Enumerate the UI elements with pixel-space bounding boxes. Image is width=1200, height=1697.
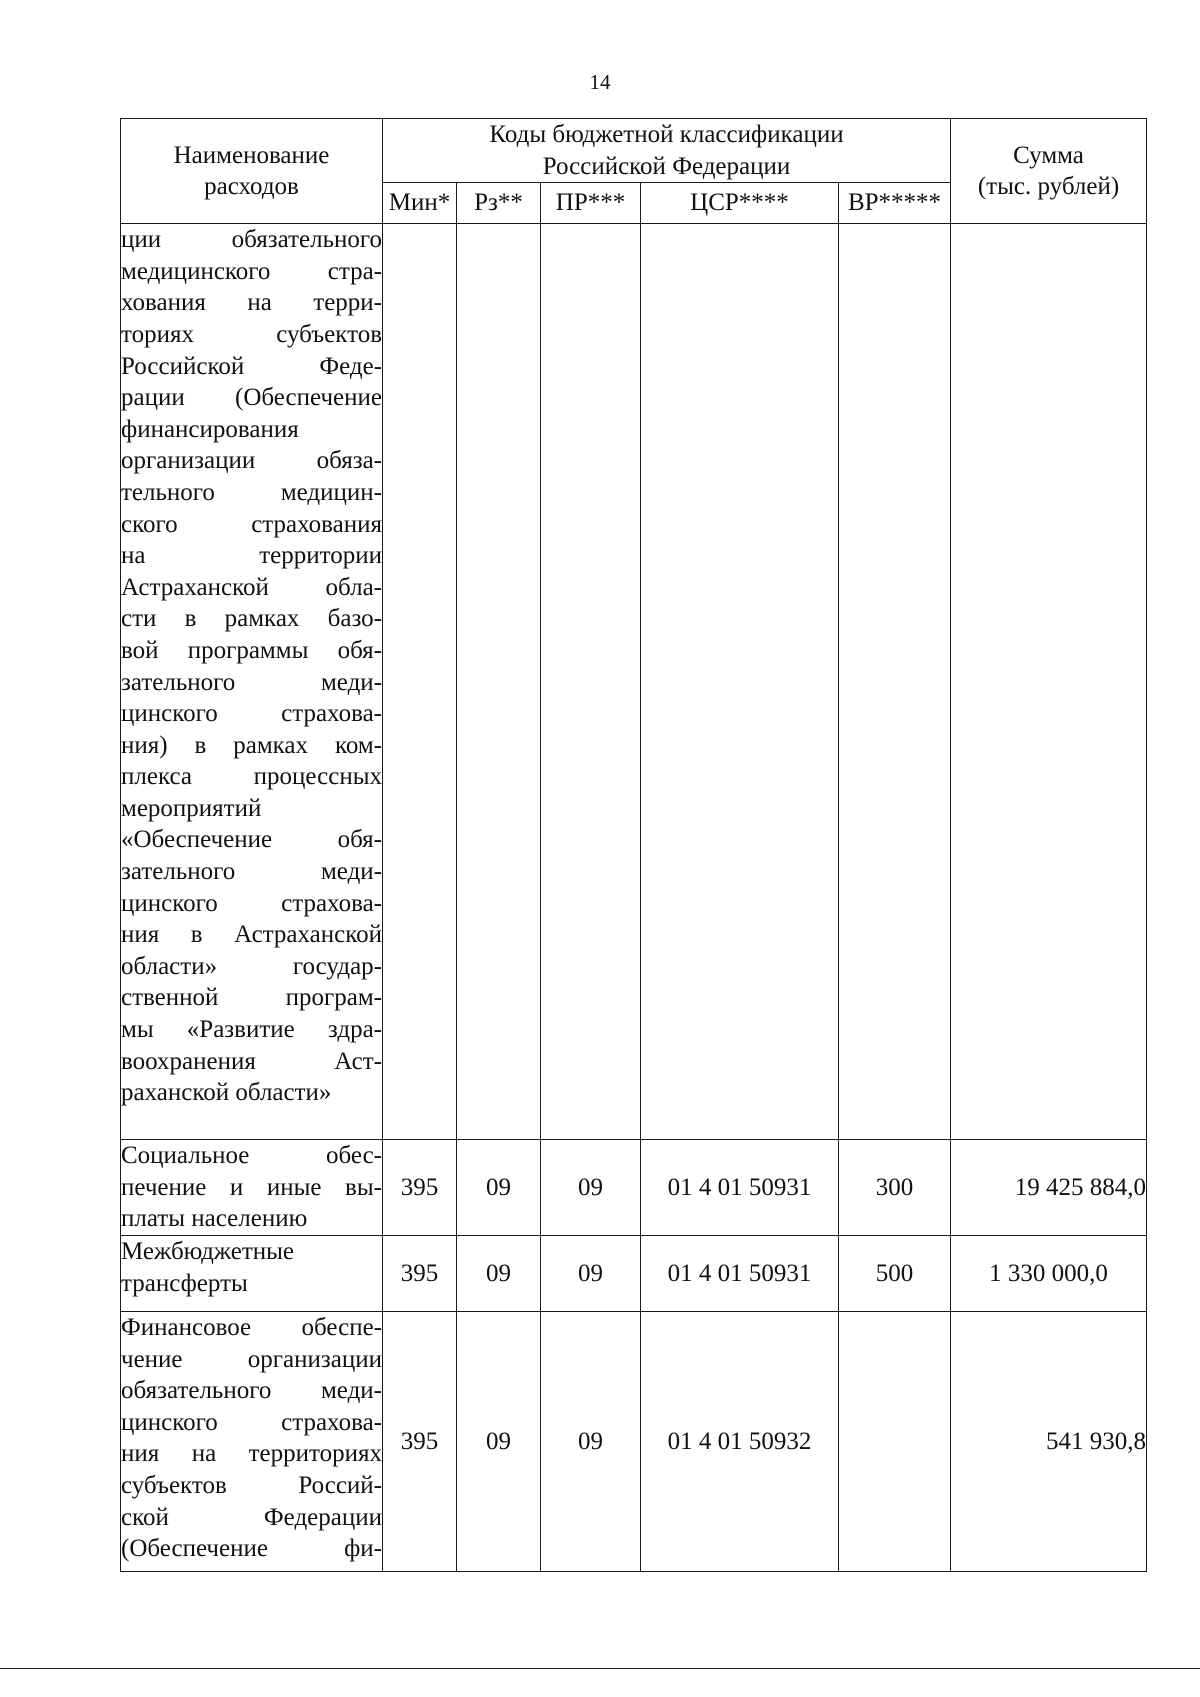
- row-name-line: зательного меди-: [121, 668, 382, 696]
- row-name-line: платы населению: [121, 1205, 308, 1233]
- row-name-line: ского страхования: [121, 510, 382, 538]
- cell-pr: 09: [541, 1140, 641, 1236]
- row-name-line: Финансовое обеспе-: [121, 1313, 382, 1341]
- header-name-line: Наименование: [173, 141, 330, 169]
- header-pr: ПР***: [541, 183, 641, 224]
- cell-sum: 1 330 000,0: [951, 1235, 1147, 1311]
- row-name: [121, 1311, 383, 1571]
- row-name-line: плекса процессных: [121, 763, 382, 791]
- table-row: [121, 1140, 1147, 1236]
- table-row: [121, 1311, 1147, 1571]
- header-name-line: расходов: [204, 173, 299, 201]
- row-name: [121, 1235, 383, 1311]
- cell-csr: 01 4 01 50931: [641, 1140, 839, 1236]
- cell-min: [383, 224, 457, 1140]
- cell-pr: 09: [541, 1235, 641, 1311]
- header-name-column: [121, 119, 383, 224]
- cell-min: 395: [383, 1311, 457, 1571]
- row-name-line: финансирования: [121, 415, 299, 443]
- row-name-line: трансферты: [121, 1269, 248, 1297]
- cell-sum: [951, 224, 1147, 1140]
- row-name-line: Социальное обес-: [121, 1142, 382, 1170]
- row-name-line: зательного меди-: [121, 858, 382, 886]
- budget-table: [120, 118, 1147, 1572]
- row-name-line: Межбюджетные: [121, 1237, 295, 1265]
- cell-min: 395: [383, 1235, 457, 1311]
- row-name-line: рации (Обеспечение: [121, 384, 382, 412]
- row-name-line: чение организации: [121, 1345, 382, 1373]
- row-name-line: печение и иные вы-: [121, 1173, 382, 1201]
- row-name-line: на территории: [121, 542, 382, 570]
- header-csr: ЦСР****: [641, 183, 839, 224]
- cell-csr: [641, 224, 839, 1140]
- cell-rz: 09: [457, 1140, 541, 1236]
- row-name-line: субъектов Россий-: [121, 1471, 382, 1499]
- page-number: 14: [589, 70, 611, 94]
- row-name-line: цинского страхова-: [121, 889, 382, 917]
- cell-csr: 01 4 01 50932: [641, 1311, 839, 1571]
- row-name-line: мы «Развитие здра-: [121, 1016, 382, 1044]
- row-name-line: тельного медицин-: [121, 478, 382, 506]
- header-codes-line: Коды бюджетной классификации: [489, 121, 844, 148]
- row-name-line: цинского страхова-: [121, 700, 382, 728]
- header-sum-line: Сумма: [1013, 141, 1084, 169]
- row-name-line: (Обеспечение фи-: [121, 1535, 382, 1563]
- row-name-line: области» государ-: [121, 952, 382, 980]
- header-sum-column: [951, 119, 1147, 224]
- cell-vr: [839, 1311, 951, 1571]
- header-vr: ВР*****: [839, 183, 951, 224]
- header-min: Мин*: [383, 183, 457, 224]
- row-name-line: сти в рамках базо-: [121, 605, 382, 633]
- cell-rz: [457, 224, 541, 1140]
- cell-rz: 09: [457, 1311, 541, 1571]
- cell-sum: 541 930,8: [951, 1311, 1147, 1571]
- cell-vr: 500: [839, 1235, 951, 1311]
- cell-min: 395: [383, 1140, 457, 1236]
- row-name-line: ния) в рамках ком-: [121, 731, 382, 759]
- row-name-line: раханской области»: [121, 1079, 332, 1107]
- row-name-line: Астраханской обла-: [121, 573, 382, 601]
- row-name-line: организации обяза-: [121, 447, 382, 475]
- row-name-line: ния в Астраханской: [121, 921, 382, 949]
- cell-vr: [839, 224, 951, 1140]
- row-name: [121, 224, 383, 1140]
- cell-rz: 09: [457, 1235, 541, 1311]
- row-name-line: ции обязательного: [121, 226, 382, 254]
- row-name: [121, 1140, 383, 1236]
- row-name-line: ния на территориях: [121, 1440, 382, 1468]
- cell-pr: [541, 224, 641, 1140]
- row-name-line: «Обеспечение обя-: [121, 826, 382, 854]
- row-name-line: медицинского стра-: [121, 257, 382, 285]
- table-row: [121, 224, 1147, 1140]
- row-name-line: мероприятий: [121, 794, 262, 822]
- header-rz: Рз**: [457, 183, 541, 224]
- header-codes-group: [383, 119, 951, 183]
- row-name-line: ториях субъектов: [121, 320, 382, 348]
- table-row: [121, 1235, 1147, 1311]
- row-name-line: цинского страхова-: [121, 1408, 382, 1436]
- row-name-line: воохранения Аст-: [121, 1047, 382, 1075]
- row-name-line: вой программы обя-: [121, 636, 382, 664]
- row-name-line: Российской Феде-: [121, 352, 382, 380]
- header-codes-line: Российской Федерации: [542, 152, 791, 180]
- cell-sum: 19 425 884,0: [951, 1140, 1147, 1236]
- cell-pr: 09: [541, 1311, 641, 1571]
- header-sum-line: (тыс. рублей): [977, 173, 1120, 201]
- cell-vr: 300: [839, 1140, 951, 1236]
- row-name-line: хования на терри-: [121, 289, 382, 317]
- cell-csr: 01 4 01 50931: [641, 1235, 839, 1311]
- row-name-line: ской Федерации: [121, 1503, 382, 1531]
- row-name-line: обязательного меди-: [121, 1377, 382, 1405]
- footer-rule: [0, 1668, 1200, 1669]
- table-body: [121, 224, 1147, 1572]
- row-name-line: ственной програм-: [121, 984, 382, 1012]
